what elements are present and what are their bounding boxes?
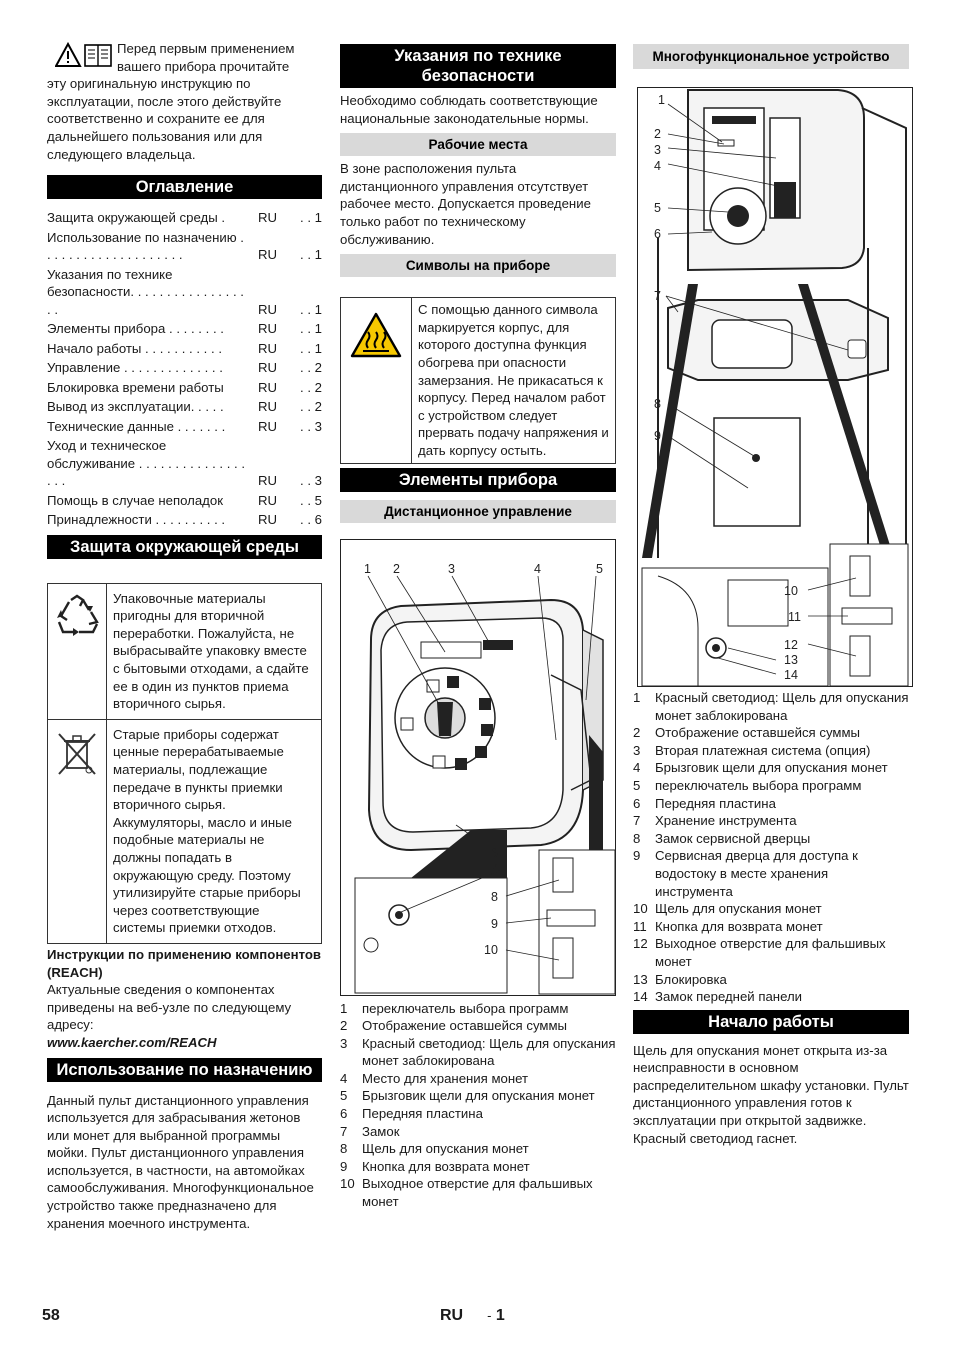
safety-text: Необходимо соблюдать соответствующие национальные законодательные нормы.: [340, 93, 598, 126]
list-item-text: Передняя пластина: [362, 1106, 483, 1122]
list-item-number: 5: [633, 777, 641, 793]
remote-callout-7: 7: [491, 859, 498, 874]
list-item: [340, 1000, 616, 1018]
remote-callout-6: 6: [491, 845, 498, 860]
list-item-text: переключатель выбора программ: [362, 1000, 569, 1016]
list-item-number: 9: [633, 848, 641, 864]
start-text: Щель для опускания монет открыта из-за неисправности в основном распределительном шкафу установки. Пульт дистанционного управления готов к эксплуатации при открытой задвижке. Красный светодиод гаснет.: [633, 1042, 909, 1146]
multi-callout-4: 4: [654, 159, 661, 173]
toc-entry[interactable]: [47, 490, 322, 510]
toc-entry[interactable]: [47, 396, 322, 416]
symbols-table: [340, 297, 616, 463]
multi-callout-10: 10: [784, 584, 798, 598]
list-item-text: Брызговик щели для опускания монет: [362, 1088, 595, 1104]
list-item-number: 1: [340, 1000, 348, 1016]
intro-text: эту оригинальную инструкцию по эксплуатации, после этого действуйте соответственно и сохраните ее для дальнейшего пользования или для следующего владельца.: [47, 76, 282, 162]
list-item-text: Сервисная дверца для доступа к водостоку в месте хранения инструмента: [655, 848, 858, 899]
toc-entry-page: . . 1: [300, 301, 322, 317]
footer-lang: [440, 1307, 505, 1325]
list-item: [633, 759, 909, 777]
list-item-number: 4: [633, 760, 641, 776]
multi-callout-12: 12: [784, 638, 798, 652]
toc-entry-lang: RU: [258, 210, 278, 226]
list-item: [633, 724, 909, 742]
list-item-text: Выходное отверстие для фальшивых монет: [655, 936, 886, 969]
workplaces-text: В зоне расположения пульта дистанционного управления отсутствует рабочее место. Допускается проведение только работ по техническому обслуживанию.: [340, 161, 591, 247]
list-item-number: 2: [633, 725, 641, 741]
list-item-text: Замок: [362, 1123, 400, 1139]
intro-line-1: Перед первым применением: [117, 41, 295, 56]
list-item-text: Брызговик щели для опускания монет: [655, 760, 888, 776]
multi-callout-9: 9: [654, 429, 661, 443]
list-item: [340, 1158, 616, 1176]
list-item-number: 4: [340, 1070, 348, 1086]
multi-callout-14: 14: [784, 668, 798, 682]
crossed-bin-icon: [55, 730, 99, 778]
multi-callout-8: 8: [654, 397, 661, 411]
toc-entry-lang: RU: [258, 512, 278, 528]
list-item-number: 10: [633, 901, 648, 917]
toc-entry[interactable]: [47, 264, 322, 319]
usage-heading: Использование по назначению: [47, 1058, 322, 1082]
toc-entry-page: . . 1: [300, 210, 322, 226]
toc-entry[interactable]: [47, 357, 322, 377]
list-item-number: 9: [340, 1158, 348, 1174]
footer-section: 1: [495, 1307, 505, 1324]
toc-entry-label: Вывод из эксплуатации. . . . .: [47, 399, 224, 415]
intro-block: [47, 40, 322, 163]
toc-entry-label: Элементы прибора . . . . . . . .: [47, 321, 224, 337]
list-item-text: переключатель выбора программ: [655, 777, 862, 793]
list-item-number: 1: [633, 690, 641, 705]
list-item-number: 3: [340, 1035, 348, 1051]
toc-entry-label: Защита окружающей среды .: [47, 210, 226, 226]
list-item-text: Вторая платежная система (опция): [655, 742, 871, 758]
column-3: [633, 44, 909, 1147]
toc-entry-label: Использование по назначению . . . . . . . . . . . . . . . . . . . .: [47, 229, 244, 263]
toc-entry-label: Блокировка времени работы: [47, 379, 224, 395]
toc-entry-label: Помощь в случае неполадок: [47, 492, 223, 508]
list-item-text: Щель для опускания монет: [655, 901, 822, 917]
list-item: [633, 742, 909, 760]
crossed-bin-icon-cell: [48, 719, 107, 943]
list-item-number: 8: [633, 830, 641, 846]
list-item-number: 12: [633, 936, 648, 952]
list-item: [340, 1140, 616, 1158]
remote-heading: Дистанционное управление: [340, 500, 616, 523]
remote-callout-2: 2: [393, 561, 400, 576]
usage-text: Данный пульт дистанционного управления используется для забрасывания жетонов или монет для выбранной программы мойки. Пульт дистанционного управления используется, в частности, на автомойках самообслуживания. Многофункциональное устройство также предназначено для хранения моечного инструмента.: [47, 1092, 314, 1231]
intro-line-2: вашего прибора прочитайте: [117, 58, 290, 74]
list-item-number: 6: [633, 795, 641, 811]
multi-callout-7: 7: [654, 289, 661, 303]
list-item-number: 2: [340, 1018, 348, 1034]
list-item-number: 11: [633, 918, 647, 934]
remote-callout-1: 1: [364, 561, 371, 576]
workplaces-heading: Рабочие места: [340, 133, 616, 156]
multi-callout-2: 2: [654, 127, 661, 141]
toc-entry-label: Управление . . . . . . . . . . . . . .: [47, 360, 223, 376]
remote-callout-8: 8: [491, 889, 498, 904]
remote-callout-4: 4: [534, 561, 541, 576]
reach-link[interactable]: www.kaercher.com/REACH: [47, 1034, 217, 1050]
remote-figure: [340, 539, 616, 996]
list-item: [340, 1035, 616, 1070]
toc-entry-label: Принадлежности . . . . . . . . . .: [47, 512, 226, 528]
remote-parts-list: [340, 1000, 616, 1211]
list-item: [340, 1087, 616, 1105]
list-item-number: 7: [633, 813, 641, 829]
list-item: [633, 847, 909, 900]
list-item: [633, 971, 909, 989]
reach-text: Актуальные сведения о компонентах приведены на веб-узле по следующему адресу:: [47, 982, 292, 1033]
list-item-text: Кнопка для возврата монет: [655, 918, 823, 934]
remote-callout-5: 5: [596, 561, 603, 576]
toc-entry-page: . . 5: [300, 492, 322, 508]
env-table: [47, 583, 322, 944]
toc-entry-lang: RU: [258, 418, 278, 434]
list-item-number: 3: [633, 742, 641, 758]
elements-heading: Элементы прибора: [340, 468, 616, 492]
list-item-text: Место для хранения монет: [362, 1070, 529, 1086]
toc-entry-lang: RU: [258, 492, 278, 508]
remote-callout-3: 3: [448, 561, 455, 576]
list-item: [633, 777, 909, 795]
safety-heading: Указания по технике безопасности: [340, 44, 616, 88]
list-item-text: Замок передней панели: [655, 989, 803, 1005]
recycle-icon-cell: [48, 583, 107, 719]
list-item-text: Хранение инструмента: [655, 813, 797, 829]
toc-entry[interactable]: [47, 207, 322, 227]
toc-entry[interactable]: [47, 227, 322, 264]
list-item-number: 14: [633, 989, 648, 1005]
toc-entry-label: Начало работы . . . . . . . . . . .: [47, 340, 223, 356]
list-item-text: Замок сервисной дверцы: [655, 830, 811, 846]
reach-title: Инструкции по применению компонентов (REACH): [47, 946, 322, 980]
toc-entry-page: . . 3: [300, 418, 322, 434]
list-item: [633, 795, 909, 813]
multi-heading: Многофункциональное устройство: [633, 44, 909, 69]
toc-entry-lang: RU: [258, 247, 278, 263]
toc-entry-lang: RU: [258, 473, 278, 489]
list-item-text: Кнопка для возврата монет: [362, 1158, 530, 1174]
toc-entry-lang: RU: [258, 340, 278, 356]
list-item-text: Отображение оставшейся суммы: [362, 1018, 567, 1034]
toc-entry-lang: RU: [258, 321, 278, 337]
warning-book-icon: [55, 42, 113, 73]
list-item: [340, 1070, 616, 1088]
remote-control-drawing: [341, 540, 615, 995]
list-item-text: Передняя пластина: [655, 795, 776, 811]
packaging-text: Упаковочные материалы пригодны для вторичной переработки. Пожалуйста, не выбрасывайте упаковку вместе с бытовыми отходами, а сдайте ее в один из пунктов приема вторичного сырья.: [107, 583, 322, 719]
toc-entry[interactable]: [47, 416, 322, 436]
list-item: [633, 689, 909, 724]
list-item-text: Красный светодиод: Щель для опускания монет заблокирована: [362, 1035, 616, 1069]
toc-entry[interactable]: [47, 435, 322, 490]
column-2: [340, 44, 616, 1211]
toc-entry-page: . . 1: [300, 247, 322, 263]
toc-entry-label: Уход и техническое обслуживание . . . . . . . . . . . . . . . . . .: [47, 438, 246, 489]
list-item-text: Красный светодиод: Щель для опускания монет заблокирована: [655, 690, 909, 723]
list-item: [340, 1017, 616, 1035]
list-item: [633, 900, 909, 918]
page-number: 58: [42, 1307, 60, 1324]
toc-entry-lang: RU: [258, 360, 278, 376]
toc-entry-lang: RU: [258, 399, 278, 415]
list-item: [340, 1105, 616, 1123]
list-item-text: Выходное отверстие для фальшивых монет: [362, 1176, 593, 1210]
list-item: [633, 812, 909, 830]
hot-surface-icon-cell: [341, 298, 412, 463]
symbols-heading: Символы на приборе: [340, 254, 616, 277]
symbol-text: С помощью данного символа маркируется корпус, для которого доступна функция обогрева при опасности замерзания. Не прикасаться к корпусу. Перед началом работ с устройством следует прервать подачу напряжения и дать корпусу остыть.: [412, 298, 616, 463]
toc-entry-page: . . 1: [300, 321, 322, 337]
toc-entry[interactable]: [47, 377, 322, 397]
list-item-text: Щель для опускания монет: [362, 1141, 529, 1157]
multi-parts-list: [633, 689, 909, 1006]
hot-surface-icon: [350, 312, 402, 358]
toc-table: [47, 207, 322, 529]
toc-entry-label: Указания по технике безопасности. . . . . . . . . . . . . . . . . .: [47, 266, 244, 317]
remote-callout-9: 9: [491, 916, 498, 931]
toc-entry-label: Технические данные . . . . . . .: [47, 418, 226, 434]
footer-lang-code: RU: [440, 1307, 464, 1324]
list-item: [633, 830, 909, 848]
footer-dash: -: [487, 1308, 492, 1323]
toc-entry-page: . . 6: [300, 512, 322, 528]
toc-entry[interactable]: [47, 509, 322, 529]
multifunction-device-drawing: [638, 88, 912, 686]
column-1: [47, 40, 322, 1232]
old-devices-text: Старые приборы содержат ценные перерабатываемые материалы, подлежащие передаче в пункты приемки вторичного сырья. Аккумуляторы, масло и иные подобные материалы не должны попадать в окружающую среду. Поэтому утилизируйте старые приборы через соответствующие системы приемки отходов.: [107, 719, 322, 943]
toc-entry-lang: RU: [258, 379, 278, 395]
toc-entry-page: . . 1: [300, 340, 322, 356]
list-item-number: 10: [340, 1176, 355, 1192]
list-item: [633, 988, 909, 1006]
list-item: [633, 918, 909, 936]
multi-callout-5: 5: [654, 201, 661, 215]
toc-entry[interactable]: [47, 338, 322, 358]
start-heading: Начало работы: [633, 1010, 909, 1034]
list-item-number: 8: [340, 1141, 348, 1157]
list-item: [340, 1175, 616, 1210]
list-item-number: 7: [340, 1123, 348, 1139]
list-item-number: 6: [340, 1106, 348, 1122]
multi-callout-1: 1: [658, 93, 665, 107]
list-item-text: Блокировка: [655, 971, 727, 987]
remote-callout-10: 10: [484, 942, 498, 957]
list-item: [340, 1123, 616, 1141]
multi-callout-11: 11: [788, 610, 801, 624]
list-item-number: 5: [340, 1088, 348, 1104]
list-item-number: 13: [633, 971, 648, 987]
multi-figure: [637, 87, 913, 687]
toc-entry-page: . . 2: [300, 360, 322, 376]
toc-heading: Оглавление: [47, 175, 322, 199]
multi-callout-6: 6: [654, 227, 661, 241]
toc-entry-lang: RU: [258, 301, 278, 317]
list-item-text: Отображение оставшейся суммы: [655, 725, 860, 741]
recycle-icon: [53, 594, 101, 640]
toc-entry-page: . . 2: [300, 399, 322, 415]
toc-entry-page: . . 2: [300, 379, 322, 395]
multi-callout-3: 3: [654, 143, 661, 157]
toc-entry[interactable]: [47, 318, 322, 338]
toc-entry-page: . . 3: [300, 473, 322, 489]
multi-callout-13: 13: [784, 653, 798, 667]
env-heading: Защита окружающей среды: [47, 535, 322, 559]
list-item: [633, 935, 909, 970]
